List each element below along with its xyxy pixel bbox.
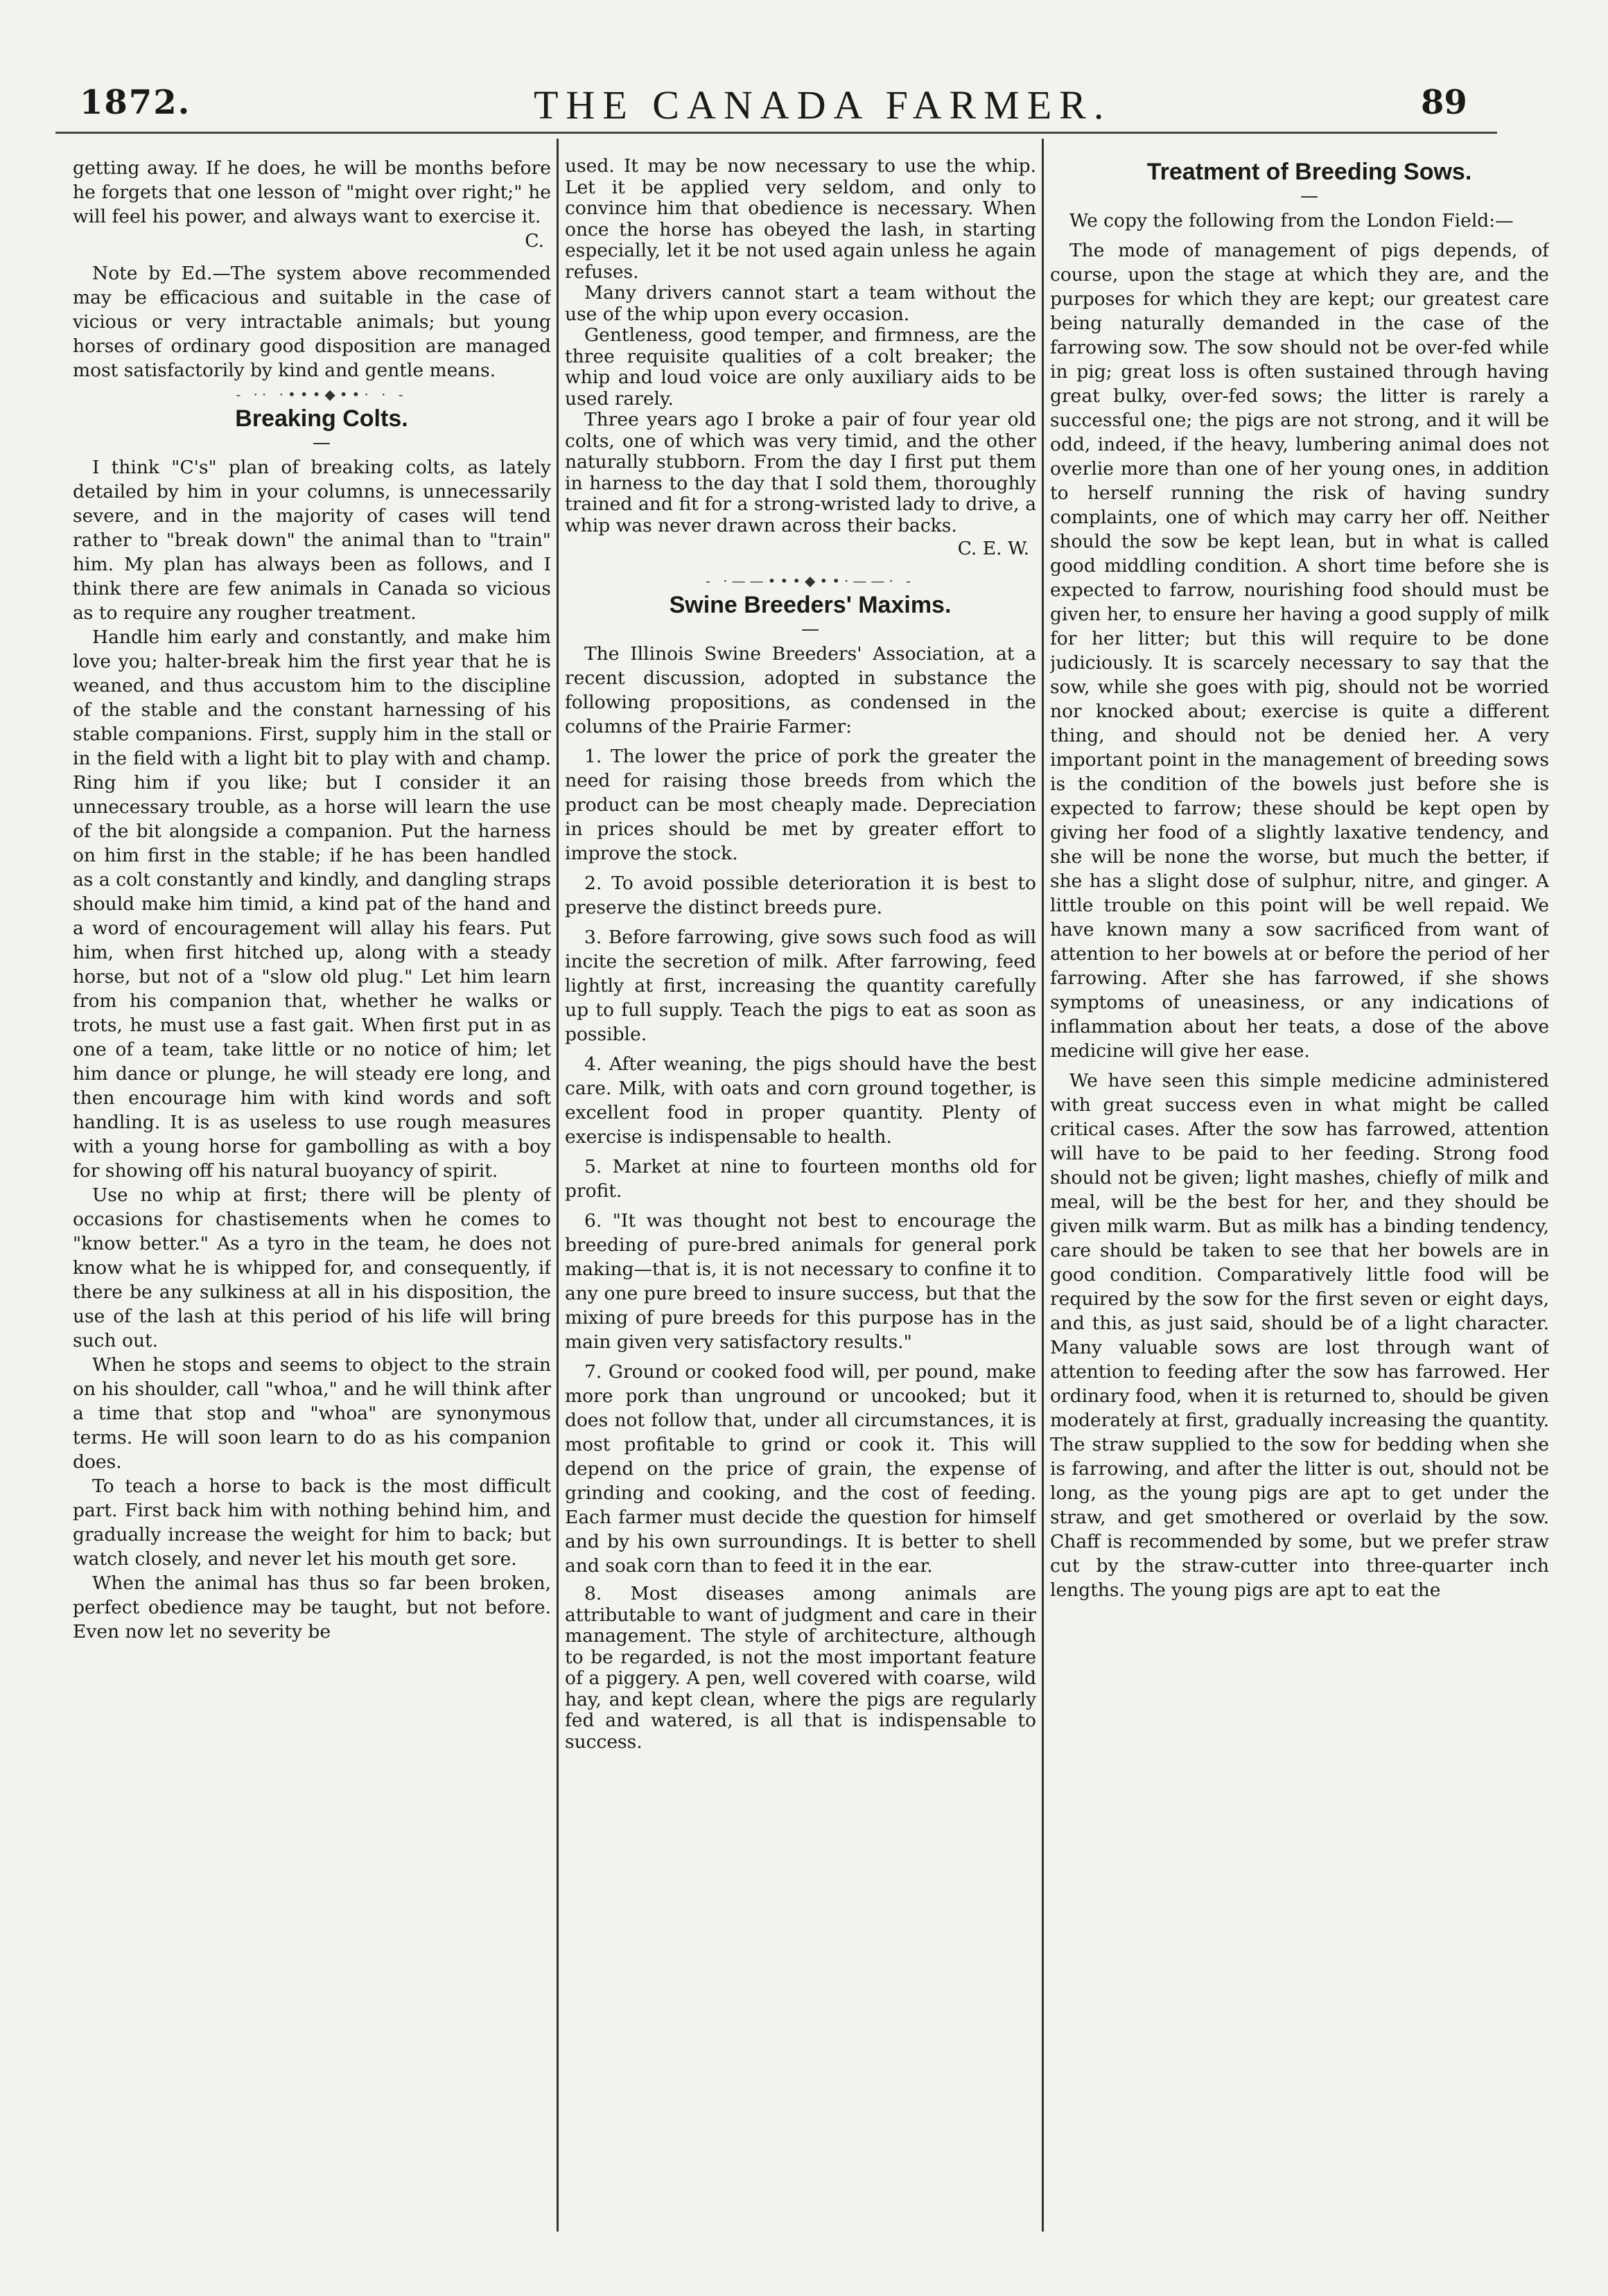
page-number: 89 — [1421, 83, 1467, 122]
maxim-item: 6. "It was thought not best to encourage the breeding of pure-bred animals for general pork making—that is, it is not necessary to confine it to any one pure breed to insure success, but that the mixing of pure breeds for this purpose has in the main given very satisfactory results." — [565, 1210, 1036, 1353]
author-signoff: C. E. W. — [957, 538, 1029, 559]
article-heading: Breaking Colts. — [235, 405, 408, 432]
maxim-item: 8. Most diseases among animals are attributable to want of judgment and care in their management. The style of architecture, although to be regarded, is not the most important feature of a piggery. A pen, well covered with coarse, wild hay, and kept clean, where the pigs are regularly fed and watered, is all that is indispensable to success. — [565, 1583, 1036, 1753]
newspaper-title: THE CANADA FARMER. — [534, 82, 1112, 128]
article-paragraph: Many drivers cannot start a team without the use of the whip upon every occasion. — [565, 282, 1036, 325]
column-1 — [73, 156, 551, 2228]
maxim-item: 5. Market at nine to fourteen months old for profit. — [565, 1156, 1036, 1202]
article-intro: We copy the following from the London Field:— — [1069, 210, 1514, 231]
heading-dash: — — [801, 619, 819, 640]
continued-paragraph: getting away. If he does, he will be months before he forgets that one lesson of "might over right;" he will feel his power, and always want to exercise it. — [73, 157, 551, 227]
article-heading: Treatment of Breeding Sows. — [1146, 159, 1472, 185]
masthead-rule — [55, 132, 1497, 134]
maxim-item: 2. To avoid possible deterioration it is best to preserve the distinct breeds pure. — [565, 873, 1036, 918]
maxim-item: 1. The lower the price of pork the greater the need for raising those breeds from which the product can be most cheaply made. Depreciation in prices should be met by greater effort to improve the stock. — [565, 746, 1036, 864]
continued-paragraph: used. It may be now necessary to use the whip. Let it be applied very seldom, and only to convince him that obedience is necessary. When once the horse has obeyed the lash, in starting especially, let it be not used again unless he again refuses. — [565, 156, 1036, 283]
maxim-item: 4. After weaning, the pigs should have the best care. Milk, with oats and corn ground together, is excellent food in proper quantity. Plenty of exercise is indispensable to health. — [565, 1053, 1036, 1148]
editor-note: Note by Ed.—The system above recommended may be efficacious and suitable in the case of vicious or very intractable animals; but young horses of ordinary good disposition are managed most satisfactorily by kind and gentle means. — [73, 263, 551, 381]
page-year: 1872. — [80, 83, 191, 122]
article-intro: The Illinois Swine Breeders' Association, at a recent discussion, adopted in substance the following propositions, as condensed in the columns of the Prairie Farmer: — [565, 643, 1036, 737]
column-2 — [565, 156, 1036, 2228]
article-paragraph: Use no whip at first; there will be plenty of occasions for chastisements when he comes to "know better." As a tyro in the team, he does not know what he is whipped for, and consequently, if there be any sulkiness at all in his disposition, the use of the lash at this period of his life will bring such out. — [73, 1184, 551, 1351]
column-divider — [1042, 139, 1044, 2232]
article-paragraph: Gentleness, good temper, and firmness, are the three requisite qualities of a colt breaker; the whip and loud voice are only auxiliary aids to be used rarely. — [565, 324, 1036, 410]
article-paragraph: To teach a horse to back is the most difficult part. First back him with nothing behind him, and gradually increase the weight for him to back; but watch closely, and never let his mouth get sore. — [73, 1475, 551, 1570]
article-paragraph: Handle him early and constantly, and make him love you; halter-break him the first year that he is weaned, and thus accustom him to the discipline of the stable and the constant harnessing of his stable companions. First, supply him in the stall or in the field with a light bit to play with and champ. Ring him if you like; but I consider it an unnecessary trouble, as a horse will learn the use of the bit alongside a companion. Put the harness on him first in the stable; if he has been handled as a colt constantly and kindly, and dangling straps should make him timid, a kind pat of the hand and a word of encouragement will allay his fears. Put him, when first hitched up, along with a steady horse, but not of a "slow old plug." Let him learn from his companion that, whether he walks or trots, he must use a fast gait. When first put in as one of a team, take little or no notice of him; let him dance or plunge, he will steady ere long, and then encourage him with kind words and soft handling. It is as useless to use rough measures with a young horse for gambolling as with a boy for showing off his natural buoyancy of spirit. — [73, 626, 551, 1182]
maxim-item: 7. Ground or cooked food will, per pound, make more pork than unground or uncooked; but it does not follow that, under all circumstances, it is most profitable to grind or cook it. This will depend on the price of grain, the expense of grinding and cooking, and the cost of feeding. Each farmer must decide the question for himself and by his own surroundings. It is better to shell and soak corn than to feed it in the ear. — [565, 1361, 1036, 1577]
article-heading: Swine Breeders' Maxims. — [669, 592, 952, 618]
column-divider — [557, 139, 559, 2232]
article-paragraph: The mode of management of pigs depends, of course, upon the stage at which they are, and the purposes for which they are kept; our greatest care being naturally demanded in the case of the farrowing sow. The sow should not be over-fed while in pig; great loss is often sustained through having great bulky, over-fed sows; the litter is rarely a successful one; the pigs are not strong, and it will be odd, indeed, if the heavy, lumbering animal does not overlie more than one of her young ones, in addition to herself running the risk of having sundry complaints, one of which may carry her off. Neither should the sow be kept lean, but in what is called good middling condition. A short time before she is expected to farrow, nourishing food should must be given her, to ensure her having a good supply of milk for her litter; but this will require to be done judiciously. It is scarcely necessary to say that the sow, while she goes with pig, should not be worried nor knocked about; exercise is quite a different thing, and should not be denied her. A very important point in the management of breeding sows is the condition of the bowels just before she is expected to farrow; these should be kept open by giving her food of a slightly laxative tendency, and she will be none the worse, but much the better, if she has a slight dose of sulphur, nitre, and ginger. A little trouble on this point will be well repaid. We have known many a sow sacrificed from want of attention to her bowels at or before the period of her farrowing. After she has farrowed, if she shows symptoms of uneasiness, or any indications of inflammation about her teats, a dose of the above medicine will give her ease. — [1050, 240, 1549, 1062]
article-paragraph: I think "C's" plan of breaking colts, as lately detailed by him in your columns, is unnecessarily severe, and in the majority of cases will tend rather to "break down" the animal than to "train" him. My plan has always been as follows, and I think there are few animals in Canada so vicious as to require any rougher treatment. — [73, 457, 551, 624]
article-paragraph: We have seen this simple medicine administered with great success even in what might be called critical cases. After the sow has farrowed, attention will have to be paid to her feeding. Strong food should not be given; light mashes, chiefly of milk and meal, will be the best for her, and they should be given milk warm. But as milk has a binding tendency, care should be taken to see that her bowels are in good condition. Comparatively little food will be required by the sow for the first seven or eight days, and this, as just said, should be of a light character. Many valuable sows are lost through want of attention to feeding after the sow has farrowed. Her ordinary food, when it is returned to, should be given moderately at first, gradually increasing the quantity. The straw supplied to the sow for bedding when she is farrowing, and after the litter is out, should not be long, as the young pigs are apt to get under the straw, and get smothered or overlaid by the sow. Chaff is recommended by some, but we prefer straw cut by the straw-cutter into three-quarter inch lengths. The young pigs are apt to eat the — [1050, 1070, 1549, 1601]
section-ornament: - ·——•••◆••·——· - — [706, 572, 915, 589]
heading-dash: — — [313, 432, 331, 453]
column-3 — [1050, 156, 1549, 2228]
article-paragraph: When he stops and seems to object to the strain on his shoulder, call "whoa," and he will think after a time that stop and "whoa" are synonymous terms. He will soon learn to do as his companion does. — [73, 1354, 551, 1473]
article-paragraph: Three years ago I broke a pair of four year old colts, one of which was very timid, and the other naturally stubborn. From the day I first put them in harness to the day that I sold them, thoroughly trained and fit for a strong-wristed lady to drive, a whip was never drawn across their backs. — [565, 409, 1036, 536]
author-signoff: C. — [525, 230, 544, 252]
maxim-item: 3. Before farrowing, give sows such food as will incite the secretion of milk. After farrowing, feed lightly at first, increasing the quantity carefully up to full supply. Teach the pigs to eat as soon as possible. — [565, 927, 1036, 1045]
section-ornament: - ·· ·•••◆••· · - — [236, 386, 408, 403]
article-paragraph: When the animal has thus so far been broken, perfect obedience may be taught, but not before. Even now let no severity be — [73, 1572, 551, 1642]
heading-dash: — — [1300, 186, 1318, 207]
masthead — [0, 0, 1608, 152]
